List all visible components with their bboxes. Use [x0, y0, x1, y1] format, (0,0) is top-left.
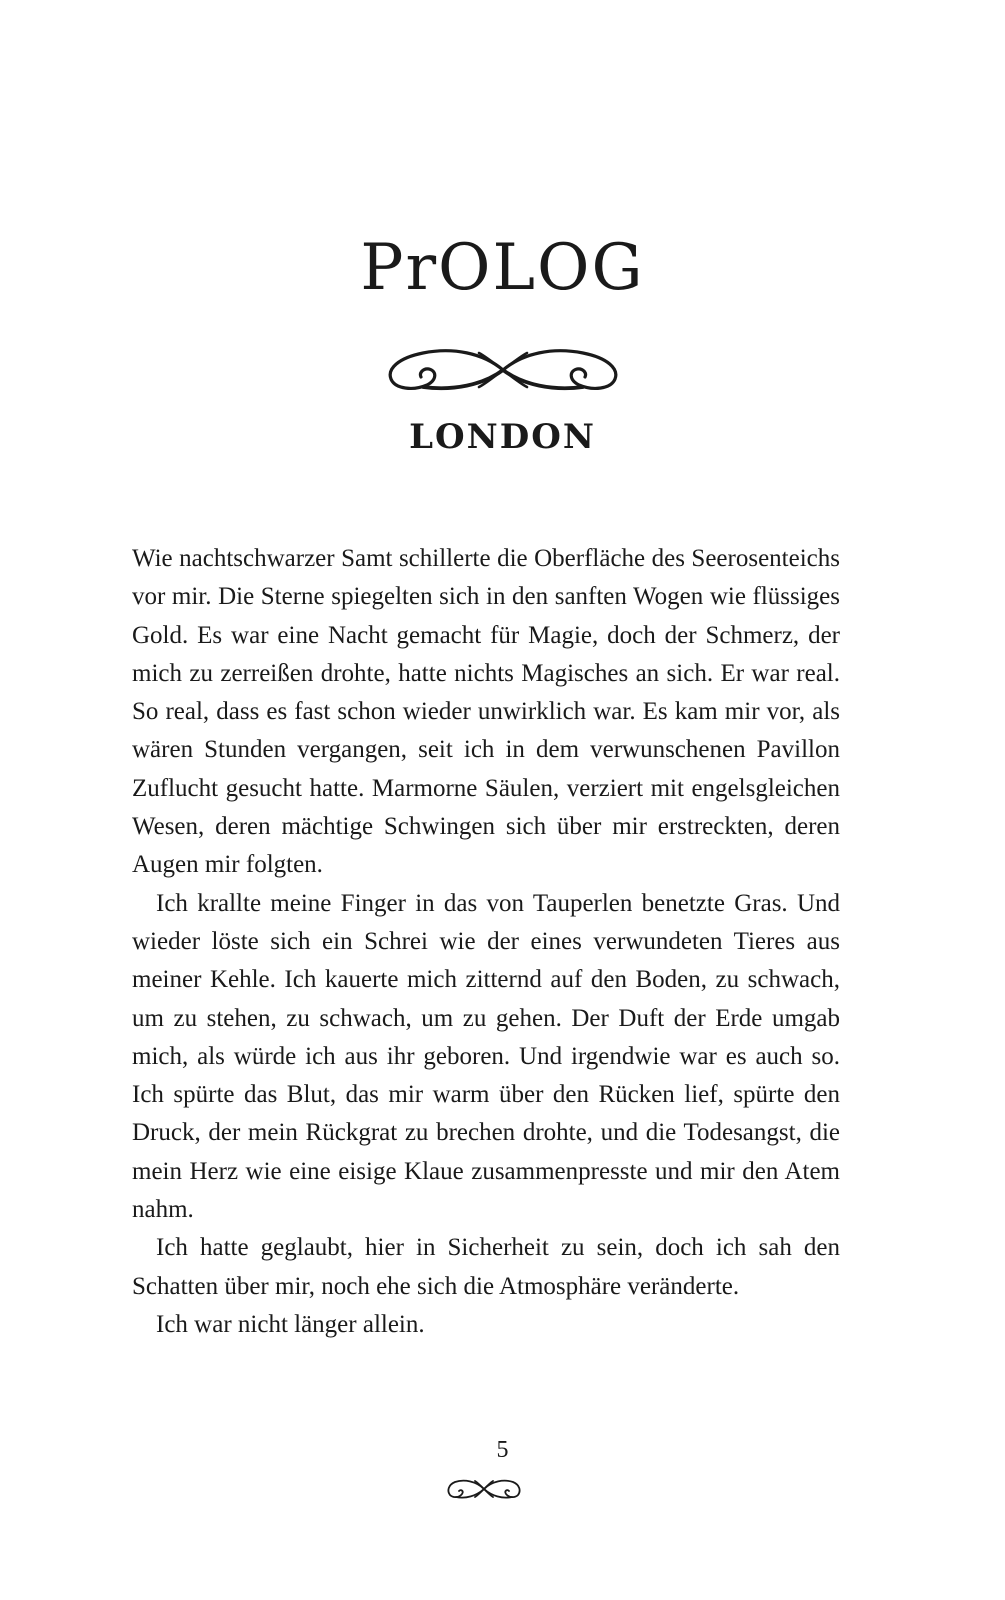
small-flourish-icon [444, 1476, 524, 1502]
chapter-title: PrOLOG [360, 231, 645, 305]
paragraph-4: Ich war nicht länger allein. [156, 1310, 425, 1338]
paragraph-2: Ich krallte meine Finger in das von Tauperlen benetzte Gras. Und wieder löste sich ein Schrei wie der eines verwundeten Tieres aus meiner Kehle. Ich kauerte mich zitternd auf den Boden, zu schwach, um zu stehen, zu schwach, um zu gehen. Der Duft der Erde umgab mich, als würde ich aus ihr geboren. Und irgendwie war es auch so. Ich spürte das Blut, das mir warm über den Rücken lief, spürte den Druck, der mein Rückgrat zu brechen drohte, und die Todesangst, die mein Herz wie eine eisige Klaue zusammenpresste und mir den Atem nahm. [132, 889, 840, 1224]
flourish-infinity-icon [383, 345, 623, 395]
chapter-subtitle: LONDON [409, 417, 596, 457]
paragraph-1: Wie nachtschwarzer Samt schillerte die Oberfläche des Seerosenteichs vor mir. Die Sterne spiegelten sich in den sanften Wogen wie flüssiges Gold. Es war eine Nacht gemacht für Magie, doch der Schmerz, der mich zu zerreißen drohte, hatte nichts Magisches an sich. Er war real. So real, dass es fast schon wieder unwirklich war. Es kam mir vor, als wären Stunden vergangen, seit ich in dem verwunschenen Pavillon Zuflucht gesucht hatte. Marmorne Säulen, verziert mit engelsgleichen Wesen, deren mächtige Schwingen sich über mir erstreckten, deren Augen mir folgten. [132, 545, 840, 879]
page-number: 5 [496, 1437, 509, 1463]
prologue-text [132, 540, 840, 1344]
paragraph-3: Ich hatte geglaubt, hier in Sicherheit zu sein, doch ich sah den Schatten über mir, noch ehe sich die Atmosphäre veränderte. [132, 1234, 840, 1300]
